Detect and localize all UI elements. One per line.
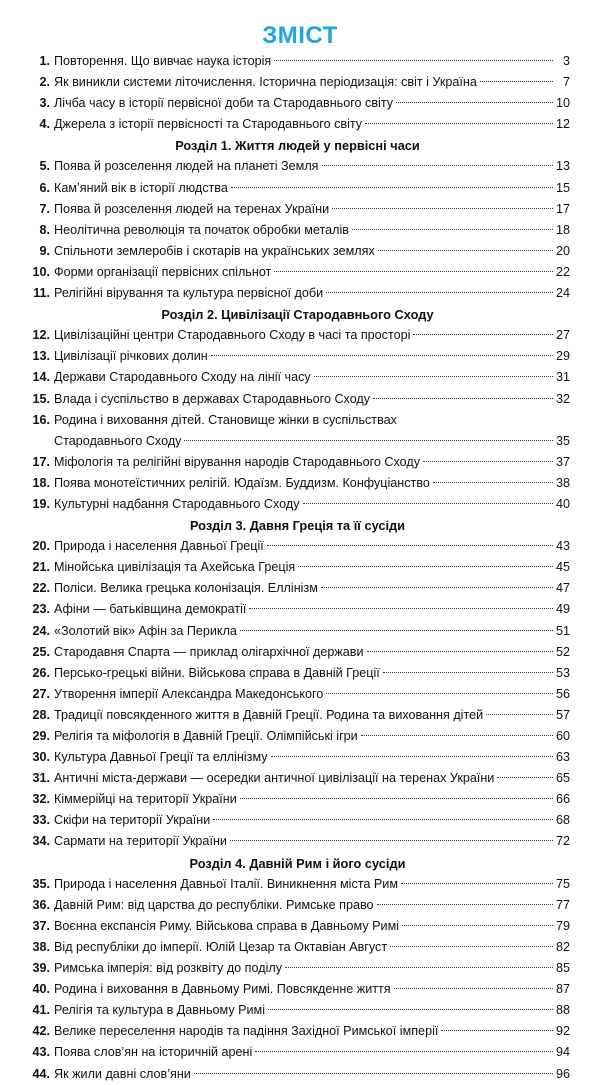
entry-number: 11.	[33, 286, 50, 301]
toc-entry[interactable]	[25, 389, 570, 410]
entry-title: Від республіки до імперії. Юлій Цезар та Октавіан Август	[54, 939, 388, 954]
dot-leader	[326, 292, 553, 293]
entry-number: 29.	[32, 729, 50, 743]
entry-title: Античні міста-держави — осередки античної цивілізації на теренах України	[54, 771, 495, 786]
entry-title: Римська імперія: від розквіту до поділу	[54, 961, 283, 976]
dot-leader	[240, 798, 553, 799]
entry-title: Цивілізації річкових долин	[54, 349, 208, 364]
entry-title: Поява й розселення людей на теренах України	[54, 201, 330, 216]
page-number: 17	[555, 201, 570, 216]
page-number: 88	[555, 1003, 570, 1018]
toc-entry[interactable]	[25, 1021, 570, 1042]
entry-title: Держави Стародавнього Сходу на лінії часу	[54, 370, 311, 385]
page-number: 85	[555, 961, 570, 976]
toc-entry[interactable]	[25, 346, 570, 367]
page-number: 77	[555, 897, 570, 912]
entry-number: 26.	[32, 665, 50, 680]
dot-leader	[249, 608, 553, 609]
page-number: 27	[555, 328, 570, 343]
page-number: 60	[555, 729, 570, 743]
entry-title: Лічба часу в історії первісної доби та Стародавнього світу	[54, 96, 394, 111]
entry-number: 31.	[32, 771, 50, 786]
entry-number: 20.	[32, 539, 50, 554]
entry-number: 3.	[39, 96, 50, 111]
entry-title: Культура Давньої Греції та еллінізму	[54, 750, 268, 765]
toc-entry[interactable]	[25, 494, 570, 515]
toc-entry[interactable]	[25, 789, 570, 810]
toc-entry[interactable]	[25, 557, 570, 578]
entry-number: 30.	[32, 750, 50, 765]
page-number: 75	[555, 876, 570, 891]
page-number: 15	[555, 180, 570, 195]
entry-title: «Золотий вік» Афін за Перикла	[54, 623, 237, 638]
entry-title: Спільноти землеробів і скотарів на українських землях	[54, 243, 375, 258]
toc-entry[interactable]	[25, 241, 570, 262]
dot-leader	[231, 187, 553, 188]
entry-number: 40.	[32, 982, 50, 997]
toc-entry[interactable]	[25, 262, 570, 283]
dot-leader	[441, 1030, 553, 1031]
entry-title: Кіммерійці на території України	[54, 792, 237, 807]
dot-leader	[211, 355, 553, 356]
toc-entry[interactable]	[25, 156, 570, 177]
page-number: 57	[555, 707, 570, 722]
page-number: 56	[555, 686, 570, 701]
entry-title: Природа і населення Давньої Греції	[54, 539, 264, 554]
entry-number: 39.	[32, 961, 50, 976]
toc-entry[interactable]	[25, 367, 570, 388]
entry-number: 35.	[32, 876, 50, 891]
toc-entry[interactable]	[25, 979, 570, 1000]
page-number: 96	[555, 1066, 570, 1081]
page-number: 65	[555, 771, 570, 786]
page-number: 22	[555, 264, 570, 279]
entry-number: 13.	[32, 349, 50, 364]
toc-entry[interactable]	[25, 958, 570, 979]
dot-leader	[373, 398, 553, 399]
toc-entry[interactable]	[25, 1000, 570, 1021]
entry-number: 7.	[39, 201, 50, 216]
section-heading: Розділ 1. Життя людей у первісні часи	[175, 138, 420, 154]
page-number: 63	[555, 750, 570, 765]
dot-leader	[402, 925, 553, 926]
dot-leader	[213, 819, 553, 820]
dot-leader	[352, 229, 553, 230]
toc-entry[interactable]	[25, 578, 570, 599]
dot-leader	[274, 271, 553, 272]
section-heading: Розділ 4. Давній Рим і його сусіди	[189, 855, 406, 871]
toc-entry[interactable]	[25, 768, 570, 789]
entry-number: 44.	[32, 1066, 50, 1081]
toc-entry[interactable]	[25, 93, 570, 114]
dot-leader	[274, 60, 553, 61]
dot-leader	[285, 967, 553, 968]
page-number: 20	[555, 243, 570, 258]
dot-leader	[255, 1051, 553, 1052]
toc-entry[interactable]	[25, 51, 570, 72]
toc-entry[interactable]	[25, 895, 570, 916]
toc-entry[interactable]	[25, 283, 570, 304]
dot-leader	[394, 988, 553, 989]
page-number: 13	[555, 159, 570, 174]
page-number: 79	[555, 918, 570, 933]
page-number: 53	[555, 665, 570, 680]
entry-title: Сармати на території України	[54, 834, 227, 849]
entry-number: 2.	[39, 75, 50, 90]
entry-number: 16.	[32, 412, 50, 427]
dot-leader	[271, 756, 553, 757]
page-number: 43	[555, 539, 570, 554]
entry-number: 24.	[32, 623, 50, 638]
entry-title: Традиції повсякденного життя в Давній Греції. Родина та виховання дітей	[54, 707, 484, 722]
toc-entry[interactable]	[25, 1042, 570, 1063]
page-number: 35	[555, 433, 570, 448]
entry-number: 8.	[39, 222, 50, 237]
dot-leader	[321, 587, 553, 588]
page-number: 29	[555, 349, 570, 364]
toc-entry[interactable]	[25, 199, 570, 220]
dot-leader	[194, 1073, 553, 1074]
dot-leader	[497, 777, 553, 778]
page-number: 24	[555, 286, 570, 301]
toc-entry[interactable]	[25, 684, 570, 705]
entry-title: Як жили давні слов’яни	[54, 1066, 191, 1081]
dot-leader	[433, 482, 553, 483]
entry-title: Родина і виховання дітей. Становище жінки в суспільствах	[54, 412, 397, 427]
page-number: 47	[555, 581, 570, 596]
entry-number: 5.	[39, 159, 50, 174]
entry-number: 41.	[32, 1003, 50, 1018]
entry-title: Релігія та міфологія в Давній Греції. Олімпійські ігри	[54, 729, 358, 743]
dot-leader	[268, 1009, 553, 1010]
dot-leader	[332, 208, 553, 209]
dot-leader	[486, 714, 553, 715]
toc-entry[interactable]	[25, 747, 570, 768]
entry-number: 10.	[32, 264, 50, 279]
dot-leader	[230, 840, 553, 841]
entry-title: Міфологія та релігійні вірування народів Стародавнього Сходу	[54, 454, 421, 469]
toc-entry[interactable]	[25, 937, 570, 958]
entry-number: 22.	[32, 581, 50, 596]
entry-title: Персько-грецькі війни. Військова справа в Давній Греції	[54, 665, 380, 680]
entry-title: Скіфи на території України	[54, 813, 211, 828]
entry-title: Повторення. Що вивчає наука історія	[54, 54, 272, 68]
entry-title: Поява й розселення людей на планеті Земля	[54, 159, 319, 174]
entry-title: Кам’яний вік в історії людства	[54, 180, 228, 195]
page-title: ЗМІСТ	[262, 22, 338, 49]
entry-title: Форми організації первісних спільнот	[54, 264, 272, 279]
toc-entry[interactable]	[25, 874, 570, 895]
entry-title: Родина і виховання в Давньому Римі. Повсякденне життя	[54, 982, 391, 997]
toc-entry[interactable]	[25, 410, 570, 452]
entry-title: Стародавня Спарта — приклад олігархічної держави	[54, 644, 364, 659]
entry-title: Велике переселення народів та падіння Західної Римської імперії	[54, 1024, 439, 1039]
entry-number: 14.	[32, 370, 50, 385]
toc-entry[interactable]	[25, 325, 570, 346]
entry-title: Воєнна експансія Риму. Військова справа в Давньому Римі	[54, 918, 400, 933]
dot-leader	[365, 123, 553, 124]
entry-title: Джерела з історії первісності та Стародавнього світу	[54, 117, 363, 132]
page-number: 38	[555, 475, 570, 490]
entry-number: 4.	[39, 117, 50, 132]
page-number: 7	[562, 75, 570, 90]
entry-title: Стародавнього Сходу	[54, 433, 182, 448]
entry-number: 1.	[39, 54, 50, 68]
toc-entry[interactable]	[25, 831, 570, 852]
entry-number: 23.	[32, 602, 50, 617]
entry-number: 17.	[32, 454, 50, 469]
page-number: 40	[555, 496, 570, 511]
page-number: 94	[555, 1045, 570, 1060]
dot-leader	[378, 250, 553, 251]
dot-leader	[423, 461, 553, 462]
entry-title: Давній Рим: від царства до республіки. Римське право	[54, 897, 374, 912]
entry-number: 9.	[39, 243, 50, 258]
page-number: 3	[562, 54, 570, 68]
entry-number: 12.	[32, 328, 50, 343]
toc-entry[interactable]	[25, 178, 570, 199]
dot-leader	[298, 566, 553, 567]
entry-title: Природа і населення Давньої Італії. Виникнення міста Рим	[54, 876, 399, 891]
entry-title: Мінойська цивілізація та Ахейська Греція	[54, 560, 296, 575]
entry-title: Поліси. Велика грецька колонізація. Еллінізм	[54, 581, 318, 596]
dot-leader	[480, 81, 553, 82]
table-of-contents	[25, 51, 570, 1085]
dot-leader	[396, 102, 553, 103]
entry-number: 38.	[32, 939, 50, 954]
dot-leader	[367, 651, 553, 652]
dot-leader	[413, 334, 553, 335]
page-number: 82	[555, 939, 570, 954]
toc-entry[interactable]	[25, 599, 570, 620]
page-number: 51	[555, 623, 570, 638]
dot-leader	[184, 440, 553, 441]
entry-title: Влада і суспільство в державах Стародавнього Сходу	[54, 391, 371, 406]
entry-number: 32.	[32, 792, 50, 807]
toc-entry[interactable]	[25, 114, 570, 135]
entry-title: Релігія та культура в Давньому Римі	[54, 1003, 266, 1018]
toc-entry[interactable]	[25, 810, 570, 831]
entry-title: Поява слов’ян на історичній арені	[54, 1045, 253, 1060]
entry-title: Цивілізаційні центри Стародавнього Сходу в часі та просторі	[54, 328, 411, 343]
page-number: 92	[555, 1024, 570, 1039]
dot-leader	[240, 630, 553, 631]
section-heading: Розділ 2. Цивілізації Стародавнього Сходу	[161, 307, 434, 323]
entry-title: Релігійні вірування та культура первісної доби	[54, 286, 324, 301]
toc-entry[interactable]	[25, 705, 570, 726]
entry-number: 34.	[32, 834, 50, 849]
toc-entry[interactable]	[25, 473, 570, 494]
dot-leader	[267, 545, 553, 546]
dot-leader	[390, 946, 553, 947]
page-number: 52	[555, 644, 570, 659]
dot-leader	[401, 883, 553, 884]
page-number: 37	[555, 454, 570, 469]
entry-title: Як виникли системи літочислення. Історична періодизація: світ і Україна	[54, 75, 477, 90]
toc-entry[interactable]	[25, 663, 570, 684]
entry-number: 37.	[32, 918, 50, 933]
entry-number: 6.	[39, 180, 50, 195]
page-number: 45	[555, 560, 570, 575]
toc-entry[interactable]	[25, 621, 570, 642]
section-heading: Розділ 3. Давня Греція та її сусіди	[189, 518, 406, 534]
entry-number: 18.	[32, 475, 50, 490]
page-number: 72	[555, 834, 570, 849]
dot-leader	[322, 165, 553, 166]
entry-title: Культурні надбання Стародавнього Сходу	[54, 496, 300, 511]
toc-entry[interactable]	[25, 916, 570, 937]
entry-number: 15.	[32, 391, 50, 406]
toc-entry[interactable]	[25, 536, 570, 557]
page-number: 10	[555, 96, 570, 111]
entry-number: 43.	[32, 1045, 50, 1060]
page-number: 87	[555, 982, 570, 997]
entry-number: 28.	[32, 707, 50, 722]
entry-number: 21.	[32, 560, 50, 575]
dot-leader	[377, 904, 553, 905]
entry-number: 27.	[32, 686, 50, 701]
dot-leader	[383, 672, 553, 673]
entry-title: Утворення імперії Александра Македонського	[54, 686, 324, 701]
toc-entry[interactable]	[25, 452, 570, 473]
page-number: 12	[555, 117, 570, 132]
entry-number: 33.	[32, 813, 50, 828]
toc-entry[interactable]	[25, 220, 570, 241]
page-number: 66	[555, 792, 570, 807]
page-number: 18	[555, 222, 570, 237]
dot-leader	[361, 735, 553, 736]
toc-entry[interactable]	[25, 642, 570, 663]
toc-entry[interactable]	[25, 726, 570, 747]
entry-number: 19.	[32, 496, 50, 511]
toc-entry[interactable]	[25, 72, 570, 93]
page-number: 49	[555, 602, 570, 617]
entry-title: Афіни — батьківщина демократії	[54, 602, 247, 617]
dot-leader	[314, 376, 553, 377]
page-number: 32	[555, 391, 570, 406]
page-number: 31	[555, 370, 570, 385]
page-number: 68	[555, 813, 570, 828]
entry-number: 42.	[32, 1024, 50, 1039]
entry-title: Поява монотеїстичних релігій. Юдаїзм. Буддизм. Конфуціанство	[54, 475, 430, 490]
toc-entry[interactable]	[25, 1064, 570, 1085]
entry-title: Неолітична революція та початок обробки металів	[54, 222, 349, 237]
entry-number: 25.	[32, 644, 50, 659]
dot-leader	[326, 693, 553, 694]
entry-number: 36.	[32, 897, 50, 912]
dot-leader	[303, 503, 553, 504]
